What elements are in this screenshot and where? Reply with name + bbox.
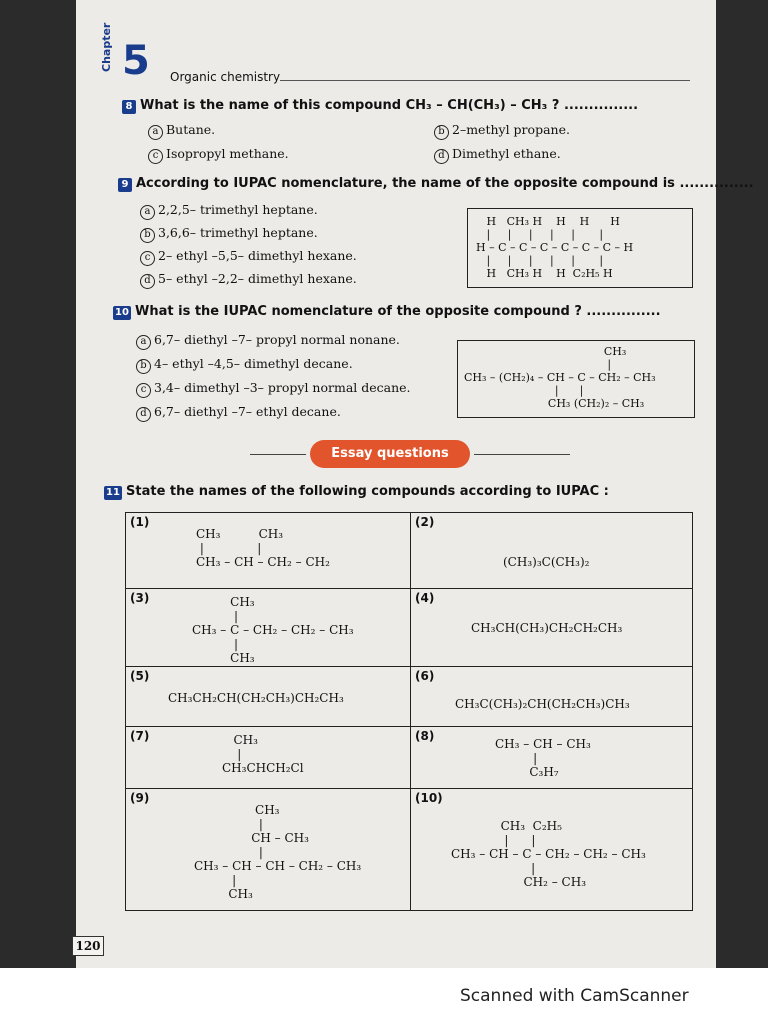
q8-option-b[interactable]: b 2–methyl propane. (434, 122, 570, 140)
q10-option-a[interactable]: a 6,7– diethyl –7– propyl normal nonane. (136, 332, 400, 350)
cell-1: (1) CH₃ CH₃ | | CH₃ – CH – CH₂ – CH₂ (126, 513, 411, 589)
scanner-watermark: Scanned with CamScanner (460, 986, 689, 1006)
question-number: 11 (104, 486, 122, 500)
essay-rule-left (250, 454, 306, 455)
formula: (CH₃)₃C(CH₃)₂ (503, 555, 590, 569)
formula: CH₃ | CH₃CHCH₂Cl (222, 733, 304, 775)
page-number: 120 (72, 936, 104, 956)
question-10 (113, 304, 661, 320)
q8-option-c[interactable]: c Isopropyl methane. (148, 146, 289, 164)
q9-option-a[interactable]: a 2,2,5– trimethyl heptane. (140, 202, 318, 220)
chapter-title: Organic chemistry (170, 70, 281, 84)
formula: CH₃ C₂H₅ | | CH₃ – CH – C – CH₂ – CH₂ – CH₃ | CH₂ – CH₃ (451, 819, 646, 889)
q8-option-d[interactable]: d Dimethyl ethane. (434, 146, 561, 164)
chapter-label: Chapter (100, 22, 113, 72)
formula: CH₃ CH₃ | | CH₃ – CH – CH₂ – CH₂ (196, 527, 330, 569)
question-11 (104, 484, 609, 500)
question-9 (118, 176, 754, 192)
formula: CH₃ | CH₃ – C – CH₂ – CH₂ – CH₃ | CH₃ (192, 595, 354, 665)
cell-4: (4) CH₃CH(CH₃)CH₂CH₂CH₃ (411, 589, 693, 667)
cell-3: (3) CH₃ | CH₃ – C – CH₂ – CH₂ – CH₃ | CH₃ (126, 589, 411, 667)
header-rule (280, 80, 690, 81)
q10-option-c[interactable]: c 3,4– dimethyl –3– propyl normal decane. (136, 380, 411, 398)
q10-option-b[interactable]: b 4– ethyl –4,5– dimethyl decane. (136, 356, 353, 374)
cell-6: (6) CH₃C(CH₃)₂CH(CH₂CH₃)CH₃ (411, 667, 693, 727)
question-text: State the names of the following compounds according to IUPAC : (126, 484, 609, 499)
essay-banner: Essay questions (310, 440, 470, 468)
formula: CH₃ – CH – CH₃ | C₃H₇ (495, 737, 591, 779)
q9-structure: H CH₃ H H H H | | | | | | H – C – C – C – C – C – C – H | | | | | | H CH₃ H H C₂H₅ H (476, 215, 634, 280)
formula: CH₃CH(CH₃)CH₂CH₂CH₃ (471, 621, 623, 635)
chapter-number: 5 (122, 38, 150, 84)
formula: CH₃CH₂CH(CH₂CH₃)CH₂CH₃ (168, 691, 344, 705)
q10-structure-box (457, 340, 695, 418)
cell-7: (7) CH₃ | CH₃CHCH₂Cl (126, 727, 411, 789)
compounds-table (125, 512, 693, 911)
question-number: 8 (122, 100, 136, 114)
q9-structure-box (467, 208, 693, 288)
cell-8: (8) CH₃ – CH – CH₃ | C₃H₇ (411, 727, 693, 789)
q8-option-a[interactable]: a Butane. (148, 122, 215, 140)
essay-rule-right (474, 454, 570, 455)
cell-5: (5) CH₃CH₂CH(CH₂CH₃)CH₂CH₃ (126, 667, 411, 727)
q10-structure: CH₃ | CH₃ – (CH₂)₄ – CH – C – CH₂ – CH₃ | | CH₃ (CH₂)₂ – CH₃ (464, 345, 656, 410)
formula: CH₃C(CH₃)₂CH(CH₂CH₃)CH₃ (455, 697, 630, 711)
q9-option-d[interactable]: d 5– ethyl –2,2– dimethyl hexane. (140, 271, 357, 289)
question-8 (122, 98, 638, 114)
q10-option-d[interactable]: d 6,7– diethyl –7– ethyl decane. (136, 404, 341, 422)
question-text: What is the name of this compound CH₃ – CH(CH₃) – CH₃ ? ............... (140, 98, 639, 113)
question-text: What is the IUPAC nomenclature of the opposite compound ? ............... (135, 304, 661, 319)
formula: CH₃ | CH – CH₃ | CH₃ – CH – CH – CH₂ – CH₃ | CH₃ (194, 803, 362, 901)
question-number: 10 (113, 306, 131, 320)
cell-9: (9) CH₃ | CH – CH₃ | CH₃ – CH – CH – CH₂ – CH₃ | CH₃ (126, 789, 411, 911)
q9-option-b[interactable]: b 3,6,6– trimethyl heptane. (140, 225, 318, 243)
question-number: 9 (118, 178, 132, 192)
question-text: According to IUPAC nomenclature, the name of the opposite compound is ............... (136, 176, 754, 191)
cell-2: (2) (CH₃)₃C(CH₃)₂ (411, 513, 693, 589)
q9-option-c[interactable]: c 2– ethyl –5,5– dimethyl hexane. (140, 248, 357, 266)
cell-10: (10) CH₃ C₂H₅ | | CH₃ – CH – C – CH₂ – CH₂ – CH₃ | CH₂ – CH₃ (411, 789, 693, 911)
